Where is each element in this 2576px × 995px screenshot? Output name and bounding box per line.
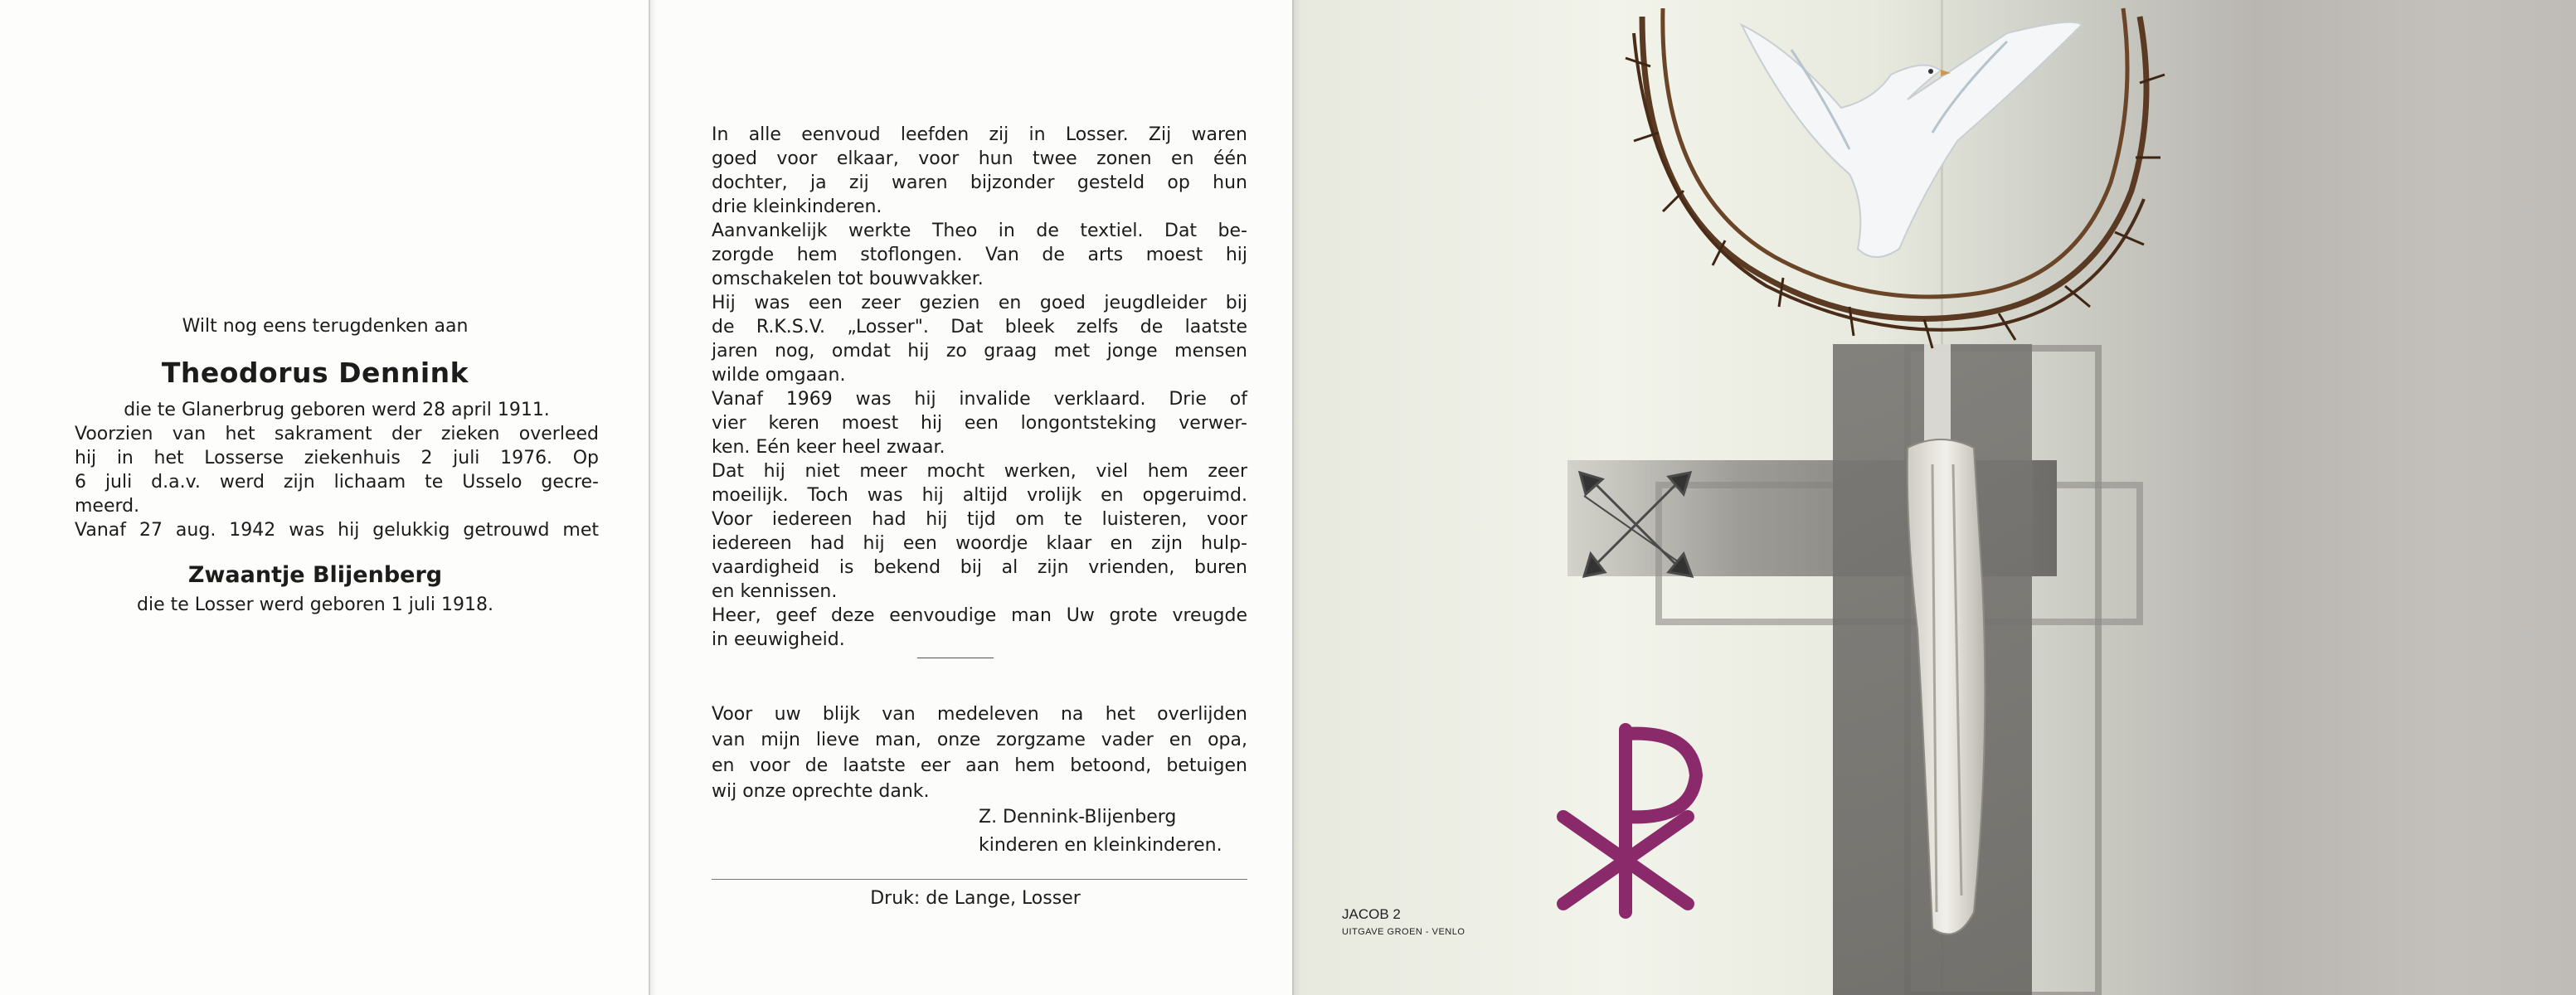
deceased-name: Theodorus Dennink: [161, 357, 469, 389]
story-line: goed voor elkaar, voor hun twee zonen en één: [712, 148, 1247, 169]
spouse-name: Zwaantje Blijenberg: [187, 562, 443, 588]
spouse-line: die te Losser werd geboren 1 juli 1918.: [137, 595, 493, 615]
story-line: omschakelen tot bouwvakker.: [712, 269, 984, 289]
dove-icon: [1742, 22, 2082, 257]
intro-line: Wilt nog eens terugdenken aan: [182, 316, 469, 337]
artwork-panel: [1294, 0, 2576, 995]
signature-line: kinderen en kleinkinderen.: [979, 835, 1222, 856]
signature-line: Z. Dennink-Blijenberg: [979, 807, 1177, 828]
thanks-paragraph: [712, 701, 1247, 804]
story-line: de R.K.S.V. „Losser". Dat bleek zelfs de laatste: [712, 317, 1247, 337]
story-line: wilde omgaan.: [712, 365, 846, 386]
story-line: In alle eenvoud leefden zij in Losser. Zij waren: [712, 124, 1247, 145]
printer-credit: Druk: de Lange, Losser: [870, 888, 1081, 909]
story-line: en kennissen.: [712, 581, 838, 602]
fold-shadow: [650, 0, 657, 995]
story-line: Heer, geef deze eenvoudige man Uw grote vreugde: [712, 605, 1247, 626]
story-line: in eeuwigheid.: [712, 629, 845, 650]
left-card-panel: [0, 0, 650, 995]
story-line: Vanaf 1969 was hij invalide verklaard. Drie of: [712, 389, 1247, 410]
bio-line: meerd.: [75, 496, 140, 517]
chi-rho-icon: [1563, 730, 1696, 912]
bio-line: 6 juli d.a.v. werd zijn lichaam te Usselo gecre-: [75, 472, 599, 493]
bio-line: die te Glanerbrug geboren werd 28 april 1911.: [124, 400, 550, 420]
story-line: dochter, ja zij waren bijzonder gesteld op hun: [712, 172, 1247, 193]
story-line: Hij was een zeer gezien en goed jeugdleider bij: [712, 293, 1247, 313]
cross-crown-dove-illustration: [1294, 0, 2576, 995]
story-line: Voor iedereen had hij tijd om te luisteren, voor: [712, 509, 1247, 530]
story-line: zorgde hem stoflongen. Van de arts moest hij: [712, 245, 1247, 265]
artwork-title: JACOB 2: [1342, 906, 1401, 922]
thanks-line: van mijn lieve man, onze zorgzame vader en opa,: [712, 730, 1247, 750]
story-line: vaardigheid is bekend bij al zijn vrienden, buren: [712, 557, 1247, 578]
publisher-credit: UITGAVE GROEN - VENLO: [1342, 927, 1465, 937]
story-line: ken. Eén keer heel zwaar.: [712, 437, 945, 458]
thanks-line: Voor uw blijk van medeleven na het overlijden: [712, 704, 1247, 725]
bio-line: hij in het Losserse ziekenhuis 2 juli 1976. Op: [75, 448, 599, 468]
story-line: moeilijk. Toch was hij altijd vrolijk en opgeruimd.: [712, 485, 1247, 506]
story-line: iedereen had hij een woordje klaar en zijn hulp-: [712, 533, 1247, 554]
story-line: Aanvankelijk werkte Theo in de textiel. Dat be-: [712, 221, 1247, 241]
thanks-line: en voor de laatste eer aan hem betoond, betuigen: [712, 755, 1247, 776]
story-line: vier keren moest hij een longontsteking verwer-: [712, 413, 1247, 434]
bio-line: Voorzien van het sakrament der zieken overleed: [75, 424, 599, 444]
story-line: drie kleinkinderen.: [712, 197, 882, 217]
bio-paragraph: [75, 398, 599, 542]
story-line: Dat hij niet meer mocht werken, viel hem zeer: [712, 461, 1247, 482]
bio-line: Vanaf 27 aug. 1942 was hij gelukkig getrouwd met: [75, 520, 599, 541]
thanks-line: wij onze oprechte dank.: [712, 781, 930, 802]
middle-card-panel: [650, 0, 1294, 995]
story-line: jaren nog, omdat hij zo graag met jonge mensen: [712, 341, 1247, 362]
life-story-paragraph: [712, 123, 1247, 652]
footer-rule: [712, 879, 1247, 880]
